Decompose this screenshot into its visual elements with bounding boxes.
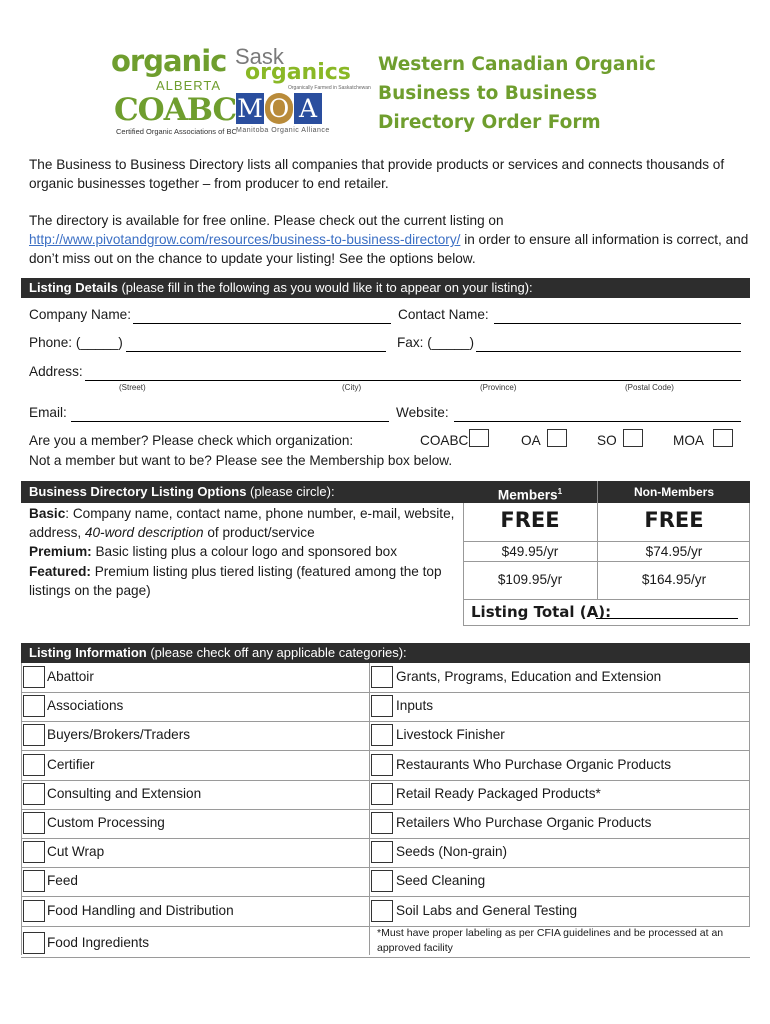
basic-member-price[interactable]: FREE [500, 508, 560, 532]
price-grid-line-2 [463, 561, 750, 562]
category-row [21, 867, 750, 897]
featured-member-price[interactable]: $109.95/yr [497, 572, 563, 587]
moa-logo-m: M [237, 94, 263, 123]
category-checkbox[interactable] [371, 695, 393, 717]
intro-text: The directory is available for free online. Please check out the current listing on [29, 213, 504, 228]
premium-non-member-price[interactable]: $74.95/yr [645, 544, 703, 559]
org-coabc-checkbox[interactable] [469, 429, 489, 447]
contact-name-field[interactable] [494, 309, 741, 324]
category-label: Abattoir [47, 669, 94, 684]
category-footnote: *Must have proper labeling as per CFIA guidelines and be processed at an approved facility [377, 927, 724, 954]
category-checkbox[interactable] [23, 900, 45, 922]
category-row [21, 663, 750, 693]
category-checkbox[interactable] [371, 724, 393, 746]
categories-heading [21, 643, 750, 663]
category-label: Custom Processing [47, 815, 165, 830]
contact-name-label: Contact Name: [398, 307, 489, 322]
category-checkbox[interactable] [371, 783, 393, 805]
category-checkbox[interactable] [23, 870, 45, 892]
category-label: Cut Wrap [47, 844, 105, 859]
category-label: Inputs [396, 698, 434, 713]
category-label: Seed Cleaning [396, 873, 486, 888]
option-featured [29, 562, 459, 600]
categories-title: Listing Information [29, 645, 147, 660]
category-label: Associations [47, 698, 124, 713]
option-premium-desc: Basic listing plus a colour logo and sponsored box [91, 544, 397, 559]
organic-alberta-logo: organic [111, 44, 227, 78]
title-line-3: Directory Order Form [378, 112, 601, 133]
category-checkbox[interactable] [23, 841, 45, 863]
page-title [378, 50, 678, 137]
listing-total-field[interactable] [596, 604, 738, 619]
category-label: Seeds (Non-grain) [396, 844, 508, 859]
fax-label [397, 335, 474, 350]
moa-logo-a: A [294, 93, 322, 124]
category-row [21, 692, 750, 722]
option-premium-label: Premium: [29, 544, 92, 559]
option-basic [29, 504, 459, 542]
category-checkbox[interactable] [371, 870, 393, 892]
category-divider [369, 663, 370, 955]
listing-details-heading [21, 278, 750, 298]
website-label: Website: [396, 405, 449, 420]
category-label: Soil Labs and General Testing [396, 903, 578, 918]
category-label: Food Ingredients [47, 935, 150, 950]
intro-paragraph-1: The Business to Business Directory lists all companies that provide products or services and connects thousands of organic businesses together – from producer to end retailer. [29, 157, 725, 191]
categories-note: (please check off any applicable categories): [146, 645, 407, 660]
category-checkbox[interactable] [371, 812, 393, 834]
category-label: Restaurants Who Purchase Organic Products [396, 757, 672, 772]
category-row [21, 780, 750, 810]
coabc-logo-sub: Certified Organic Associations of BC [116, 127, 237, 136]
org-coabc-label: COABC [420, 433, 469, 448]
phone-area-code[interactable]: (_____) [75, 335, 123, 350]
org-moa-checkbox[interactable] [713, 429, 733, 447]
category-label: Retail Ready Packaged Products* [396, 786, 601, 801]
phone-label-text: Phone: [29, 335, 73, 350]
intro-text-after: in order to ensure all information is correct, and don’t miss out on the chance to update your listing! See the options below. [29, 232, 749, 266]
category-label: Feed [47, 873, 78, 888]
category-label: Grants, Programs, Education and Extension [396, 669, 662, 684]
options-note: (please circle): [246, 484, 335, 499]
category-checkbox[interactable] [371, 900, 393, 922]
category-row [21, 897, 750, 927]
category-label: Livestock Finisher [396, 727, 505, 742]
member-question: Are you a member? Please check which organization: [29, 433, 354, 448]
category-checkbox[interactable] [23, 695, 45, 717]
option-featured-desc: Premium listing plus tiered listing (featured among the top listings on the page) [29, 564, 442, 598]
category-checkbox[interactable] [23, 754, 45, 776]
email-label: Email: [29, 405, 67, 420]
option-featured-label: Featured: [29, 564, 91, 579]
category-checkbox[interactable] [371, 754, 393, 776]
address-city-hint: (City) [342, 383, 362, 392]
address-field[interactable] [85, 366, 741, 381]
premium-member-price[interactable]: $49.95/yr [501, 544, 559, 559]
address-street-hint: (Street) [119, 383, 146, 392]
category-checkbox[interactable] [23, 724, 45, 746]
category-checkbox[interactable] [23, 812, 45, 834]
category-checkbox[interactable] [23, 932, 45, 954]
options-heading [29, 484, 335, 499]
organic-alberta-region: ALBERTA [156, 78, 222, 93]
directory-link[interactable]: http://www.pivotandgrow.com/resources/business-to-business-directory/ [29, 232, 461, 247]
category-label: Food Handling and Distribution [47, 903, 234, 918]
org-so-label: SO [597, 433, 617, 448]
not-member-note: Not a member but want to be? Please see the Membership box below. [29, 453, 453, 468]
listing-total-label: Listing Total (A): [471, 603, 612, 621]
company-name-field[interactable] [133, 309, 391, 324]
members-header-text: Members [497, 487, 558, 503]
moa-logo-o: O [265, 93, 293, 124]
phone-label [29, 335, 123, 350]
category-left-border [21, 663, 22, 955]
category-checkbox[interactable] [23, 783, 45, 805]
website-field[interactable] [454, 407, 741, 422]
company-name-label: Company Name: [29, 307, 131, 322]
fax-label-text: Fax: [397, 335, 424, 350]
category-label: Buyers/Brokers/Traders [47, 727, 191, 742]
org-oa-checkbox[interactable] [547, 429, 567, 447]
option-basic-desc-em: 40-word description [84, 525, 204, 540]
org-moa-label: MOA [673, 433, 704, 448]
category-checkbox[interactable] [371, 841, 393, 863]
category-checkbox[interactable] [23, 666, 45, 688]
sask-organics-logo-organics: organics [245, 60, 351, 85]
fax-area-code[interactable]: (_____) [427, 335, 475, 350]
category-right-border [749, 663, 750, 927]
address-province-hint: (Province) [480, 383, 517, 392]
coabc-logo: COABC [114, 92, 237, 128]
option-premium [29, 542, 459, 561]
sask-organics-tagline: Organically Farmed in Saskatchewan [288, 85, 371, 91]
listing-details-note: (please fill in the following as you would like it to appear on your listing): [117, 280, 533, 295]
option-basic-label: Basic [29, 506, 66, 521]
category-row [21, 838, 750, 868]
sask-organics-logo-sask: Sask [235, 44, 284, 69]
category-label: Certifier [47, 757, 95, 772]
featured-non-member-price[interactable]: $164.95/yr [641, 572, 707, 587]
address-postal-hint: (Postal Code) [625, 383, 674, 392]
email-field[interactable] [71, 407, 389, 422]
basic-non-member-price[interactable]: FREE [644, 508, 704, 532]
title-line-1: Western Canadian Organic [378, 54, 656, 75]
category-checkbox[interactable] [371, 666, 393, 688]
fax-field[interactable] [476, 337, 741, 352]
org-oa-label: OA [521, 433, 541, 448]
title-line-2: Business to Business [378, 83, 598, 104]
category-row [21, 721, 750, 751]
members-footnote-mark: 1 [557, 487, 563, 496]
option-basic-desc-end: of product/service [203, 525, 315, 540]
moa-logo-sub: Manitoba Organic Alliance [236, 127, 330, 134]
phone-field[interactable] [126, 337, 386, 352]
option-basic-desc: : Company name, contact name, phone number, e-mail, website, address, [29, 506, 455, 540]
org-so-checkbox[interactable] [623, 429, 643, 447]
category-label: Retailers Who Purchase Organic Products [396, 815, 652, 830]
members-header [463, 481, 597, 503]
category-label: Consulting and Extension [47, 786, 202, 801]
address-label: Address: [29, 364, 83, 379]
listing-details-title: Listing Details [29, 280, 118, 295]
non-members-header: Non-Members [633, 485, 714, 499]
category-row [21, 751, 750, 781]
options-title: Business Directory Listing Options [29, 484, 247, 499]
category-row [21, 809, 750, 839]
intro-paragraph-2 [29, 211, 749, 268]
